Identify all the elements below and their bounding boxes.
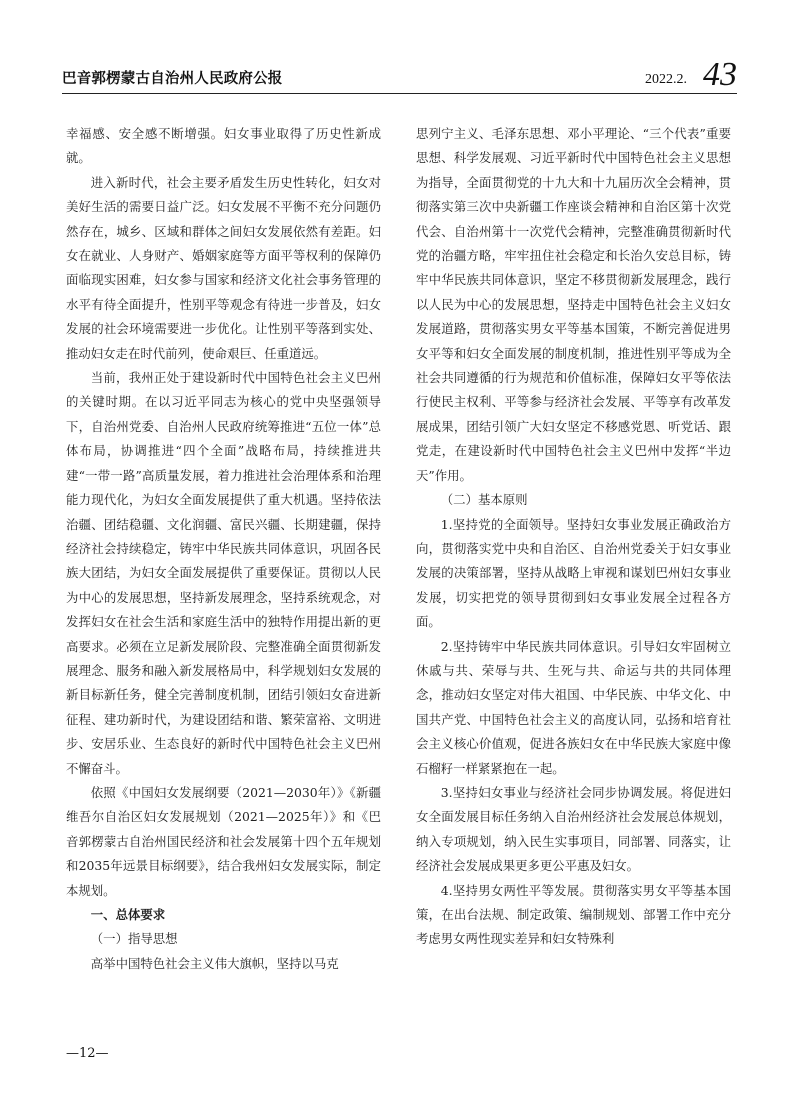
paragraph: 3.坚持妇女事业与经济社会同步协调发展。将促进妇女全面发展目标任务纳入自治州经济社会发展总体规划，纳入专项规划，纳入民生实事项目，同部署、同落实，让经济社会发展成果更多更公平惠及妇女。 — [416, 784, 731, 874]
paragraph: 幸福感、安全感不断增强。妇女事业取得了历史性新成就。 — [66, 126, 381, 166]
page-header — [62, 58, 737, 94]
paragraph: 当前，我州正处于建设新时代中国特色社会主义巴州的关键时期。在以习近平同志为核心的党中央坚强领导下，自治州党委、自治州人民政府统筹推进“五位一体”总体布局，协调推进“四个全面”战略布局，持续推进共建“一带一路”高质量发展，着力推进社会治理体系和治理能力现代化，为妇女全面发展提供了重大机遇。坚持依法治疆、团结稳疆、文化润疆、富民兴疆、长期建疆，保持经济社会持续稳定，铸牢中华民族共同体意识，巩固各民族大团结，为妇女全面发展提供了重要保证。贯彻以人民为中心的发展思想，坚持新发展理念，坚持系统观念，对发挥妇女在社会生活和家庭生活中的独特作用提出新的更高要求。必须在立足新发展阶段、完整准确全面贯彻新发展理念、服务和融入新发展格局中，科学规划妇女发展的新目标新任务，健全完善制度机制，团结引领妇女奋进新征程、建功新时代，为建设团结和谐、繁荣富裕、文明进步、安居乐业、生态良好的新时代中国特色社会主义巴州不懈奋斗。 — [66, 370, 381, 776]
paragraph: 依照《中国妇女发展纲要（2021—2030年）》《新疆维吾尔自治区妇女发展规划（2021—2025年）》和《巴音郭楞蒙古自治州国民经济和社会发展第十四个五年规划和2035年远景目标纲要》，结合我州妇女发展实际，制定本规划。 — [66, 784, 381, 898]
paragraph: 思列宁主义、毛泽东思想、邓小平理论、“三个代表”重要思想、科学发展观、习近平新时代中国特色社会主义思想为指导，全面贯彻党的十九大和十九届历次全会精神，贯彻落实第三次中央新疆工作座谈会精神和自治区第十次党代会、自治州第十一次党代会精神，完整准确贯彻新时代党的治疆方略，牢牢扭住社会稳定和长治久安总目标，铸牢中华民族共同体意识，坚定不移贯彻新发展理念，践行以人民为中心的发展思想，坚持走中国特色社会主义妇女发展道路，贯彻落实男女平等基本国策，不断完善促进男女平等和妇女全面发展的制度机制，推进性别平等成为全社会共同遵循的行为规范和价值标准，保障妇女平等依法行使民主权利、平等参与经济社会发展、平等享有改革发展成果，团结引领广大妇女坚定不移感党恩、听党话、跟党走，在建设新时代中国特色社会主义巴州中发挥“半边天”作用。 — [416, 126, 731, 483]
header-divider — [62, 93, 737, 95]
left-column — [66, 122, 381, 976]
right-column — [416, 122, 731, 952]
paragraph: 1.坚持党的全面领导。坚持妇女事业发展正确政治方向，贯彻落实党中央和自治区、自治州党委关于妇女事业发展的决策部署，坚持从战略上审视和谋划巴州妇女事业发展，切实把党的领导贯彻到妇女事业发展全过程各方面。 — [416, 516, 731, 630]
paragraph: 2.坚持铸牢中华民族共同体意识。引导妇女牢固树立休戚与共、荣辱与共、生死与共、命运与共的共同体理念，推动妇女坚定对伟大祖国、中华民族、中华文化、中国共产党、中国特色社会主义的高度认同，弘扬和培育社会主义核心价值观，促进各族妇女在中华民族大家庭中像石榴籽一样紧紧抱在一起。 — [416, 638, 731, 776]
footer-page-number: —12— — [66, 1046, 109, 1061]
paragraph: 进入新时代，社会主要矛盾发生历史性转化，妇女对美好生活的需要日益广泛。妇女发展不平衡不充分问题仍然存在，城乡、区域和群体之间妇女发展依然有差距。妇女在就业、人身财产、婚姻家庭等方面平等权利的保障仍面临现实困难，妇女参与国家和经济文化社会事务管理的水平有待全面提升，性别平等观念有待进一步普及，妇女发展的社会环境需要进一步优化。让性别平等落到实处、推动妇女走在时代前列，使命艰巨、任重道远。 — [66, 174, 381, 361]
paragraph: 高举中国特色社会主义伟大旗帜，坚持以马克 — [90, 955, 339, 971]
issue-date: 2022.2. — [645, 72, 687, 87]
subsection-heading: （一）指导思想 — [90, 931, 178, 947]
header-page-number: 43 — [703, 56, 737, 93]
section-heading: 一、总体要求 — [90, 907, 166, 922]
subsection-heading: （二）基本原则 — [440, 492, 528, 508]
paragraph: 4.坚持男女两性平等发展。贯彻落实男女平等基本国策，在出台法规、制定政策、编制规划、部署工作中充分考虑男女两性现实差异和妇女特殊利 — [416, 882, 731, 947]
bulletin-title: 巴音郭楞蒙古自治州人民政府公报 — [62, 71, 283, 87]
